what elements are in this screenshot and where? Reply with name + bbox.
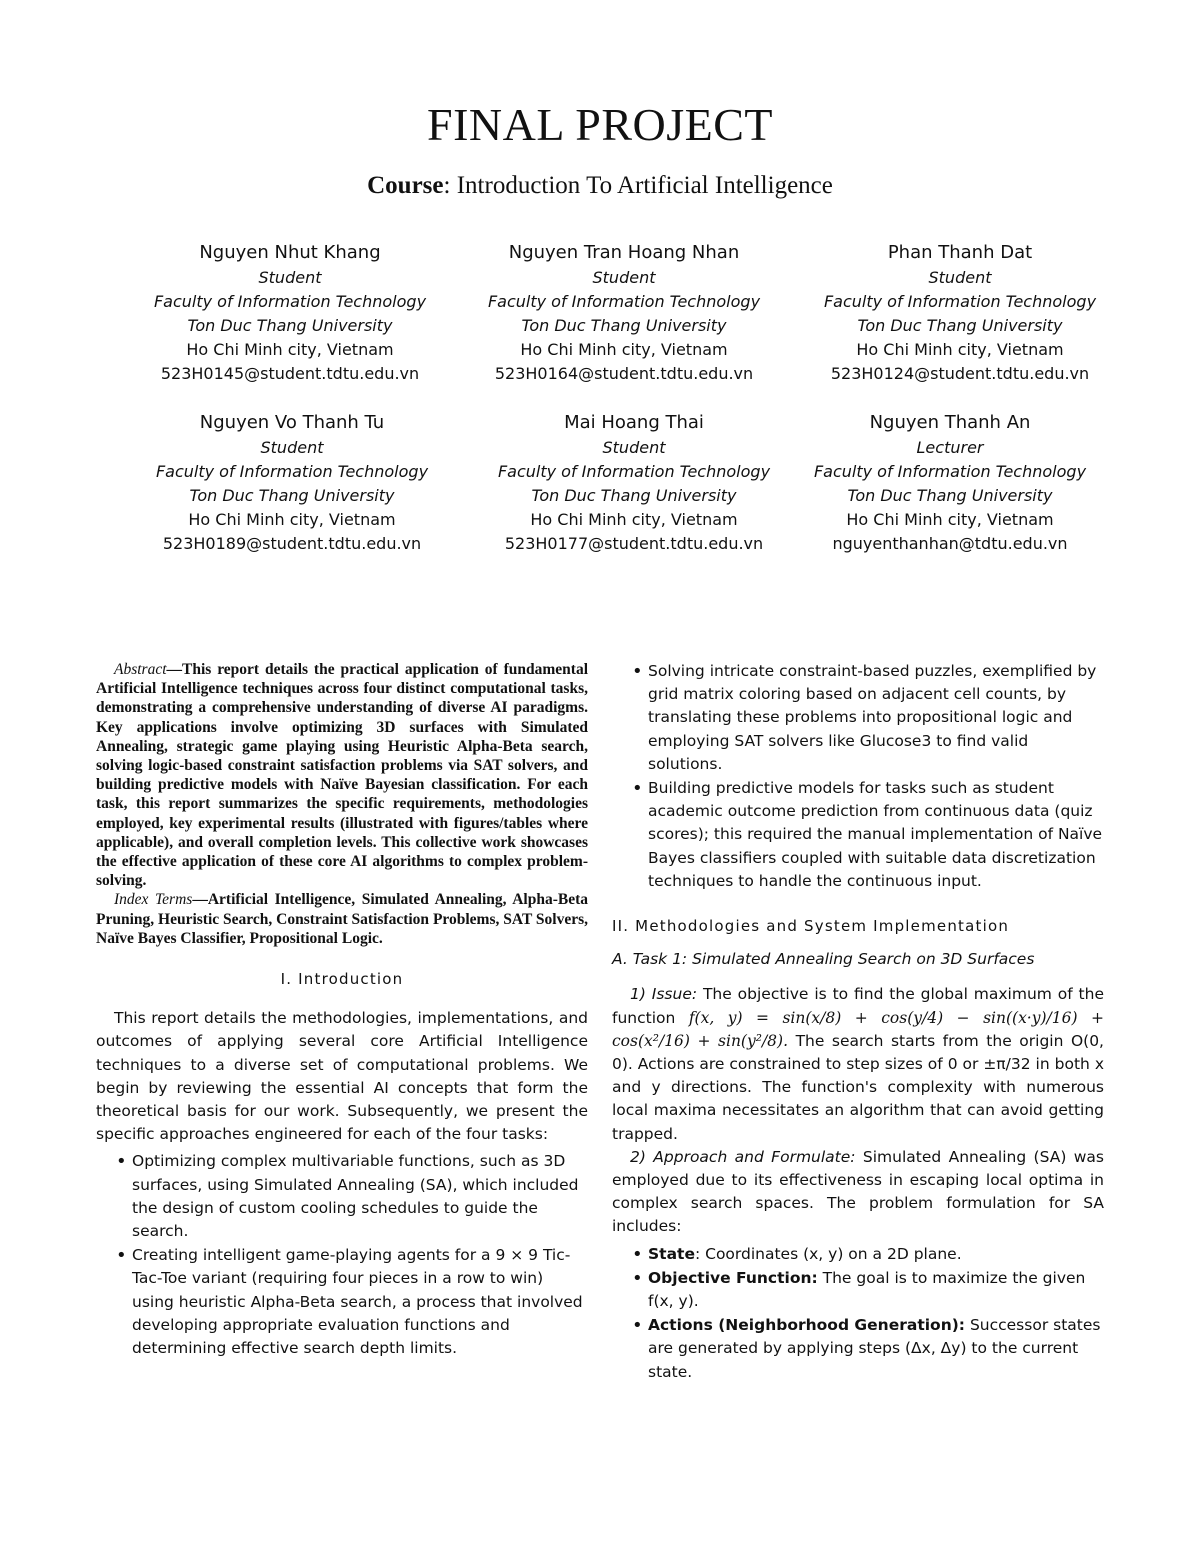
author-university: Ton Duc Thang University xyxy=(847,486,1053,505)
item-text: The goal is to maximize the given f(x, y). xyxy=(648,1268,1086,1311)
author-name: Phan Thanh Dat xyxy=(887,242,1033,263)
author-city: Ho Chi Minh city, Vietnam xyxy=(186,340,394,359)
author-name: Nguyen Nhut Khang xyxy=(199,242,381,263)
list-item: • Optimizing complex multivariable functions, such as 3D surfaces, using Simulated Annealing (SA), which included the design of custom cooling schedules to guide the search. xyxy=(132,1150,588,1243)
objective-formula: f(x, y) = sin(x/8) + cos(y/4) − sin((x·y)/16) + cos(x²/16) + sin(y²/8). xyxy=(612,1008,1104,1050)
index-terms: Index Terms—Artificial Intelligence, Simulated Annealing, Alpha-Beta Pruning, Heuristic Search, Constraint Satisfaction Problems, SAT Solvers, Naïve Bayes Classifier, Propositional Logic. xyxy=(96,891,588,947)
approach-paragraph xyxy=(612,1146,1104,1239)
author-email: nguyenthanhan@tdtu.edu.vn xyxy=(832,534,1068,553)
intro-bullet-list-continued xyxy=(612,660,1104,893)
author-name: Nguyen Tran Hoang Nhan xyxy=(508,242,740,263)
subsection-heading-task1: A. Task 1: Simulated Annealing Search on 3D Surfaces xyxy=(612,950,1035,969)
author-university: Ton Duc Thang University xyxy=(521,316,727,335)
right-column xyxy=(612,660,1104,1385)
author-city: Ho Chi Minh city, Vietnam xyxy=(856,340,1064,359)
author-email: 523H0177@student.tdtu.edu.vn xyxy=(504,534,764,553)
item-text: Successor states are generated by applying steps (Δx, Δy) to the current state. xyxy=(648,1316,1101,1381)
author-block xyxy=(454,410,814,556)
course-label: Course xyxy=(367,172,444,199)
abstract-text: This report details the practical application of fundamental Artificial Intelligence techniques across four distinct computational tasks, demonstrating a comprehensive understanding of diverse AI paradigms. Key applications involve optimizing 3D surfaces with Simulated Annealing, strategic game playing using Heuristic Alpha-Beta search, solving logic-based constraint satisfaction problems via SAT solvers, and building predictive models with Naïve Bayesian classification. For each task, this report summarizes the specific requirements, methodologies employed, key experimental results (illustrated with figures/tables where applicable), and overall completion levels. This collective work showcases the effective application of these core AI algorithms to complex problem-solving. xyxy=(96,661,588,890)
issue-label: 1) Issue: xyxy=(630,985,698,1004)
author-role: Student xyxy=(258,268,322,287)
author-city: Ho Chi Minh city, Vietnam xyxy=(846,510,1054,529)
author-block xyxy=(770,410,1130,556)
course-name: Introduction To Artificial Intelligence xyxy=(456,172,833,199)
item-label: State xyxy=(648,1244,695,1263)
author-name: Mai Hoang Thai xyxy=(564,412,704,433)
approach-label: 2) Approach and Formulate: xyxy=(630,1147,856,1166)
author-email: 523H0124@student.tdtu.edu.vn xyxy=(830,364,1090,383)
author-university: Ton Duc Thang University xyxy=(187,316,393,335)
author-faculty: Faculty of Information Technology xyxy=(153,292,427,311)
formulation-list xyxy=(612,1243,1104,1384)
author-university: Ton Duc Thang University xyxy=(189,486,395,505)
paper-title: FINAL PROJECT xyxy=(427,99,773,150)
author-city: Ho Chi Minh city, Vietnam xyxy=(188,510,396,529)
list-item xyxy=(648,1267,1104,1313)
author-role: Student xyxy=(592,268,656,287)
intro-paragraph: This report details the methodologies, implementations, and outcomes of applying several core Artificial Intelligence techniques to a diverse set of computational problems. We begin by reviewing the essential AI concepts that form the theoretical basis for our work. Subsequently, we present the specific approaches engineered for each of the four tasks: xyxy=(96,1009,588,1144)
author-email: 523H0189@student.tdtu.edu.vn xyxy=(162,534,422,553)
author-email: 523H0145@student.tdtu.edu.vn xyxy=(160,364,420,383)
author-block xyxy=(444,240,804,386)
author-role: Student xyxy=(260,438,324,457)
section-heading-methodologies: II. Methodologies and System Implementation xyxy=(612,917,1010,936)
issue-paragraph xyxy=(612,983,1104,1145)
author-role: Student xyxy=(602,438,666,457)
approach-text: Simulated Annealing (SA) was employed due to its effectiveness in escaping local optima in complex search spaces. The problem formulation for SA includes: xyxy=(612,1147,1104,1236)
issue-text-a: The objective is to find the global maximum of the function xyxy=(612,985,1104,1027)
list-item: • Building predictive models for tasks such as student academic outcome prediction from continuous data (quiz scores); this required the manual implementation of Naïve Bayes classifiers coupled with suitable data discretization techniques to handle the continuous input. xyxy=(648,777,1104,893)
author-faculty: Faculty of Information Technology xyxy=(497,462,771,481)
author-block xyxy=(112,410,472,556)
intro-bullet-list xyxy=(96,1150,588,1360)
item-label: Objective Function: xyxy=(648,1268,818,1287)
section-heading-introduction: I. Introduction xyxy=(280,970,404,989)
author-role: Lecturer xyxy=(916,438,984,457)
author-role: Student xyxy=(928,268,992,287)
issue-text-b: The search starts from the origin O(0, 0). Actions are constrained to step sizes of 0 or ±π/32 in both x and y directions. The function's complexity with numerous local maxima necessitates an algorithm that can avoid getting trapped. xyxy=(612,1031,1104,1143)
author-block xyxy=(110,240,470,386)
author-block xyxy=(780,240,1140,386)
item-label: Actions (Neighborhood Generation): xyxy=(648,1316,966,1335)
list-item xyxy=(648,1243,1104,1266)
abstract: Abstract—This report details the practical application of fundamental Artificial Intelligence techniques across four distinct computational tasks, demonstrating a comprehensive understanding of diverse AI paradigms. Key applications involve optimizing 3D surfaces with Simulated Annealing, strategic game playing using Heuristic Alpha-Beta search, solving logic-based constraint satisfaction problems via SAT solvers, and building predictive models with Naïve Bayesian classification. For each task, this report summarizes the specific requirements, methodologies employed, key experimental results (illustrated with figures/tables where applicable), and overall completion levels. This collective work showcases the effective application of these core AI algorithms to complex problem-solving. xyxy=(96,661,588,890)
index-terms-text: Artificial Intelligence, Simulated Annealing, Alpha-Beta Pruning, Heuristic Search, Constraint Satisfaction Problems, SAT Solvers, Naïve Bayes Classifier, Propositional Logic. xyxy=(96,891,588,947)
author-faculty: Faculty of Information Technology xyxy=(813,462,1087,481)
author-university: Ton Duc Thang University xyxy=(531,486,737,505)
author-university: Ton Duc Thang University xyxy=(857,316,1063,335)
list-item xyxy=(648,1314,1104,1384)
author-city: Ho Chi Minh city, Vietnam xyxy=(530,510,738,529)
author-email: 523H0164@student.tdtu.edu.vn xyxy=(494,364,754,383)
author-city: Ho Chi Minh city, Vietnam xyxy=(520,340,728,359)
author-name: Nguyen Vo Thanh Tu xyxy=(199,412,385,433)
author-faculty: Faculty of Information Technology xyxy=(487,292,761,311)
author-name: Nguyen Thanh An xyxy=(869,412,1031,433)
list-item: • Creating intelligent game-playing agents for a 9 × 9 Tic-Tac-Toe variant (requiring four pieces in a row to win) using heuristic Alpha-Beta search, a process that involved developing appropriate evaluation functions and determining effective search depth limits. xyxy=(132,1244,588,1360)
author-faculty: Faculty of Information Technology xyxy=(823,292,1097,311)
author-faculty: Faculty of Information Technology xyxy=(155,462,429,481)
list-item: • Solving intricate constraint-based puzzles, exemplified by grid matrix coloring based on adjacent cell counts, by translating these problems into propositional logic and employing SAT solvers like Glucose3 to find valid solutions. xyxy=(648,660,1104,776)
index-terms-label: Index Terms xyxy=(114,891,193,909)
item-text: : Coordinates (x, y) on a 2D plane. xyxy=(694,1244,962,1263)
abstract-label: Abstract xyxy=(114,661,167,678)
course-line: Course: Introduction To Artificial Intelligence xyxy=(367,172,833,199)
left-column xyxy=(96,660,588,1361)
